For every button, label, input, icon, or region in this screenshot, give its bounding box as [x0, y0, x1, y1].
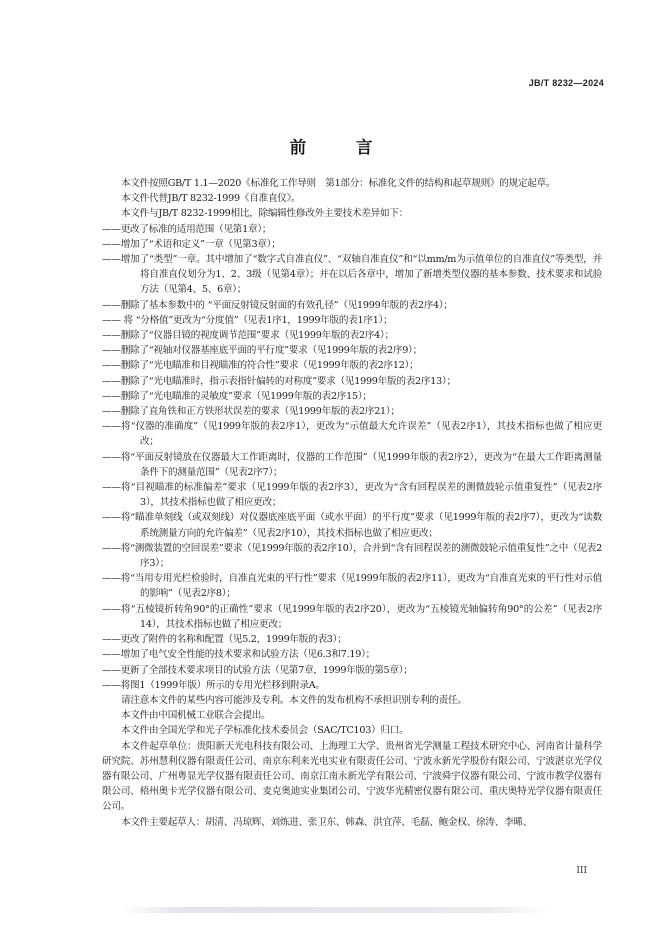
list-item: ——增加了“术语和定义”一章（见第3章）； [102, 238, 281, 250]
list-item: ——删除了直角铁和正方铁形状误差的要求（见1999年版的表2序21）； [102, 406, 400, 418]
faint-footer-mark [120, 907, 550, 913]
replaces-paragraph: 本文件代替JB/T 8232-1999《自准直仪》。 [121, 193, 301, 205]
list-item: ——将“当用专用光栏检验时，自准直光束的平行性”要求（见1999年版的表2序11），更改为“自准直光束的平行性对示值的影响”（见表2序8）； [102, 573, 602, 600]
list-item: ——删除了“光电瞄准的灵敏度”要求（见1999年版的表2序15）； [102, 390, 372, 402]
list-item: ——将图1（1999年版）所示的专用光栏移到附录A。 [102, 679, 325, 691]
drafting-units-paragraph [102, 739, 602, 815]
list-item: ——更新了全部技术要求项目的试验方法（见第7章，1999年版的第5章）； [102, 664, 413, 676]
document-code: JB/T 8232—2024 [528, 78, 604, 88]
list-item: ——删除了基本参数中的 “平面反射镜反射面的有效孔径”（见1999年版的表2序4）； [102, 299, 453, 311]
list-item: ——更改了附件的名称和配置（见5.2，1999年版的表3）； [102, 634, 347, 646]
list-item: ——删除了“视轴对仪器基座底平面的平行度”要求（见1999年版的表2序9）； [102, 345, 422, 357]
list-item: ——将“五棱镜折转角90°的正确性”要求（见1999年版的表2序20），更改为“五棱镜光轴偏转角90°的公差”（见表2序14），其技术指标也做了相应更改； [102, 603, 602, 630]
proposer-paragraph: 本文件由中国机械工业联合会提出。 [121, 710, 271, 722]
list-item: ——将“目视瞄准的标准偏差”要求（见1999年版的表2序3），更改为“含有回程误差的测微鼓轮示值重复性”（见表2序3），其技术指标也做了相应更改； [102, 482, 602, 509]
list-item: ——删除了“光电瞄准和目视瞄准的符合性”要求（见1999年版的表2序12）； [102, 360, 419, 372]
foreword-body [102, 176, 602, 830]
drafting-units-lead: 本文件起草单位： [121, 740, 197, 752]
list-item: ——将“仪器的准确度”（见1999年版的表2序1），更改为“示值最大允许误差”（见表2序1），其技术指标也做了相应更改； [102, 421, 602, 448]
list-item: ——将“瞄准单刻线（或双刻线）对仪器底座底平面（或水平面）的平行度”要求（见1999年版的表2序7），更改为“读数系统测量方向的允许偏差”（见表2序10），其技术指标也做了相应更改； [102, 512, 602, 539]
list-item: ——增加了电气安全性能的技术要求和试验方法（见6.3和7.19）； [102, 649, 376, 661]
list-item: —— 将 “分格值”更改为“分度值”（见表1序1，1999年版的表1序1）； [102, 314, 393, 326]
list-item: ——删除了“光电瞄准时，指示表指针偏转的对称度”要求（见1999年版的表2序13）； [102, 375, 456, 387]
drafters-paragraph: 本文件主要起草人：胡清、冯琼辉、刘炼进、张卫东、韩森、洪宜萍、毛磊、鲍金权、徐涛、李晞、 [121, 816, 533, 828]
list-item: ——增加了“类型”一章。其中增加了“数字式自准直仪”、“双轴自准直仪”和“以mm/m为示值单位的自准直仪”等类型，并将自准直仪划分为1、2、3级（见第4章）；并在以后各章中，增加了新增类型仪器的基本参数、技术要求和试验方法（见第4、5、6章）； [102, 254, 602, 296]
changes-list [102, 222, 602, 693]
page-title: 前 言 [289, 138, 395, 157]
page-number: III [576, 866, 587, 876]
drafting-units-list: 贵阳新天光电科技有限公司、上海理工大学、贵州省光学测量工程技术研究中心、河南省计量科学研究院、苏州慧利仪器有限责任公司、南京东利来光电实业有限责任公司、宁波永新光学股份有限公司、宁波湛京光学仪器有限公司、广州粤显光学仪器有限责任公司、南京江南永新光学有限公司、宁波舜宇仪器有限公司、宁波市教学仪器有限公司、梧州奥卡光学仪器有限公司、麦克奥迪实业集团公司、宁波华光精密仪器有限公司、重庆奥特光学仪器有限责任公司。 [102, 740, 603, 813]
list-item: ——删除了“仪器目镜的视度调节范围”要求（见1999年版的表2序4）； [102, 330, 394, 342]
list-item: ——将“平面反射镜放在仪器最大工作距离时，仪器的工作范围”（见1999年版的表2序2），更改为“在最大工作距离测量条件下的测量范围”（见表2序7）； [102, 451, 602, 478]
list-item: ——更改了标准的适用范围（见第1章）； [102, 223, 272, 235]
committee-paragraph: 本文件由全国光学和光子学标准化技术委员会（SAC/TC103）归口。 [121, 725, 409, 737]
drafting-rules-paragraph: 本文件按照GB/T 1.1—2020《标准化工作导则 第1部分：标准化文件的结构和起草规则》的规定起草。 [121, 178, 556, 189]
patent-notice-paragraph: 请注意本文件的某些内容可能涉及专利。本文件的发布机构不承担识别专利的责任。 [121, 694, 467, 706]
differences-intro-paragraph: 本文件与JB/T 8232-1999相比，除编辑性修改外主要技术差异如下： [121, 208, 409, 220]
list-item: ——将“测微装置的空回误差”要求（见1999年版的表2序10），合并到“含有回程误差的测微鼓轮示值重复性”之中（见表2序3）； [102, 542, 602, 570]
